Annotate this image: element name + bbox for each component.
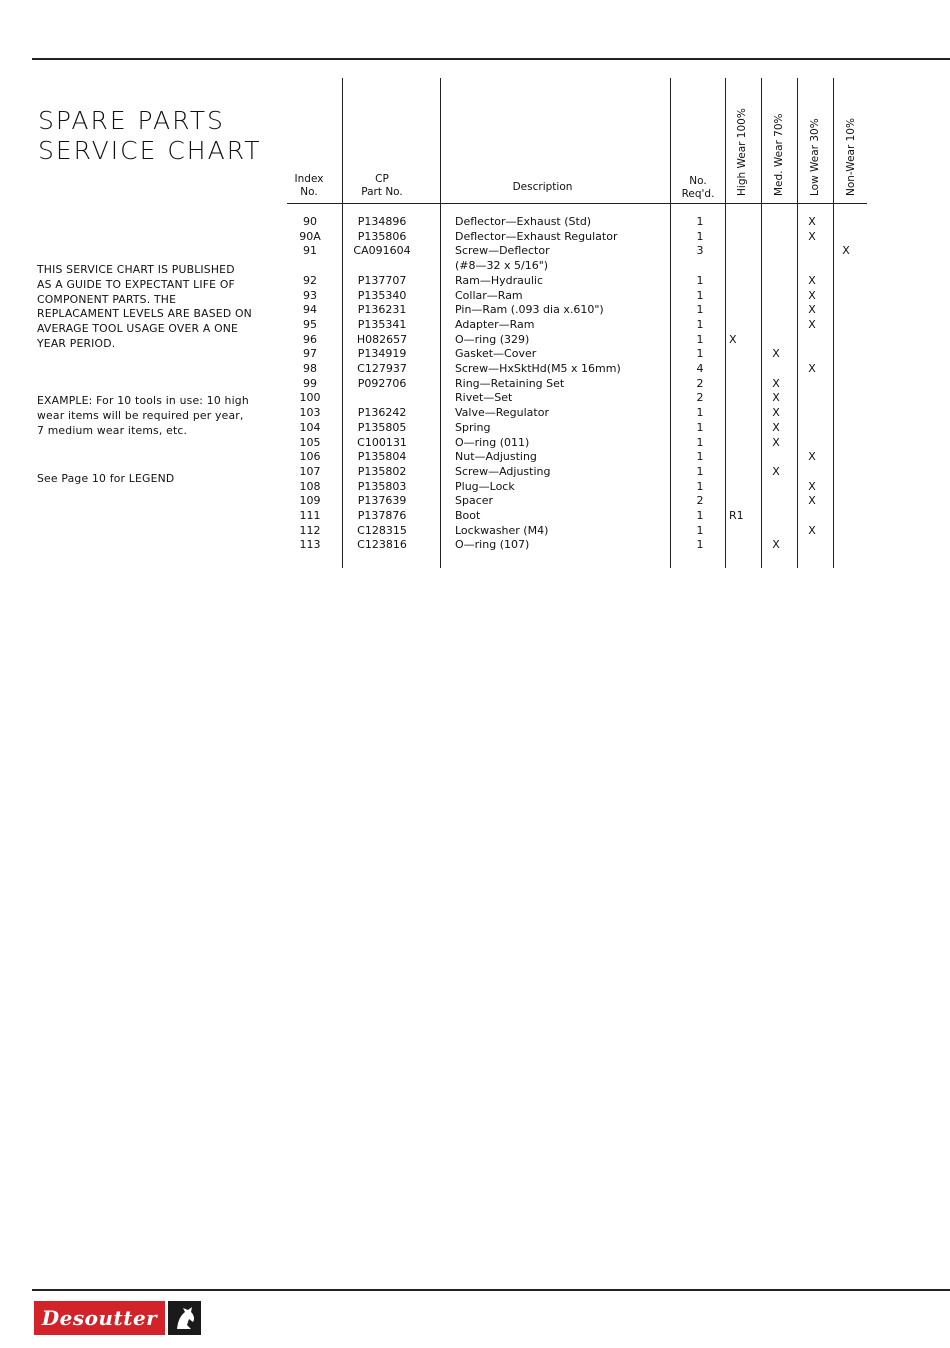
cell-qty: 1 (696, 420, 704, 434)
table-divider (833, 78, 834, 568)
header-cp-line1: CP (375, 173, 389, 185)
cell-part: C100131 (357, 435, 407, 449)
cell-index: 104 (299, 420, 321, 434)
cell-med: X (772, 391, 780, 405)
cell-index: 95 (303, 317, 317, 331)
cell-qty: 1 (696, 523, 704, 537)
cell-desc: Nut—Adjusting (455, 450, 537, 464)
cell-desc: O—ring (011) (455, 435, 530, 449)
cell-desc: Spacer (455, 494, 494, 508)
cell-part: P136242 (357, 406, 407, 420)
cell-qty: 1 (696, 229, 704, 243)
cell-index: 112 (299, 523, 321, 537)
cell-index: 107 (299, 464, 321, 478)
cell-part: P137707 (357, 273, 407, 287)
cell-high: R1 (729, 509, 744, 522)
cell-qty: 3 (696, 244, 704, 258)
cell-med: X (772, 435, 780, 449)
cell-index: 98 (303, 362, 317, 375)
cell-part: P134896 (357, 215, 407, 228)
cell-qty: 1 (696, 273, 704, 287)
cell-qty: 1 (696, 509, 704, 522)
cell-index: 111 (299, 509, 321, 522)
cell-low: X (808, 288, 816, 302)
cell-low: X (808, 479, 816, 493)
table-divider (761, 78, 762, 568)
cell-qty: 2 (696, 391, 704, 405)
cell-index: 97 (303, 347, 317, 361)
cell-index: 90 (303, 215, 317, 228)
header-non-wear: Non-Wear 10% (845, 118, 857, 196)
cell-part: P137639 (357, 494, 407, 508)
legend-reference: See Page 10 for LEGEND (37, 472, 175, 485)
cell-qty: 1 (696, 406, 704, 420)
cell-index: 99 (303, 376, 317, 390)
cell-part: C127937 (357, 362, 407, 375)
header-req-line2: Req'd. (681, 188, 715, 200)
header-med-wear: Med. Wear 70% (773, 113, 785, 196)
cell-qty: 1 (696, 303, 704, 317)
cell-qty: 1 (696, 464, 704, 478)
cell-desc: Valve—Regulator (455, 406, 549, 420)
cell-index: 91 (303, 244, 317, 258)
cell-index: 103 (299, 406, 321, 420)
cell-part: P135804 (357, 450, 407, 464)
cell-low: X (808, 362, 816, 375)
header-high-wear: High Wear 100% (736, 108, 748, 196)
cell-index: 105 (299, 435, 321, 449)
cell-desc: Collar—Ram (455, 288, 523, 302)
cell-qty: 1 (696, 435, 704, 449)
bottom-rule (32, 1289, 950, 1291)
cell-index: 94 (303, 303, 317, 317)
cell-low: X (808, 317, 816, 331)
cell-desc: Pin—Ram (.093 dia x.610") (455, 303, 604, 317)
cell-desc: Deflector—Exhaust (Std) (455, 215, 592, 228)
cell-part: P136231 (357, 303, 407, 317)
intro-text: THIS SERVICE CHART IS PUBLISHED AS A GUIDE TO EXPECTANT LIFE OF COMPONENT PARTS. THE REPLACAMENT LEVELS ARE BASED ON AVERAGE TOOL USAGE OVER A ONE YEAR PERIOD. (37, 263, 252, 350)
cell-desc: Screw—Deflector (455, 244, 550, 258)
cell-med: X (772, 376, 780, 390)
header-description: Description (512, 181, 573, 193)
cell-desc: Ram—Hydraulic (455, 273, 544, 287)
table-divider (670, 78, 671, 568)
cell-desc: Spring (455, 420, 491, 434)
cell-low: X (808, 523, 816, 537)
cell-non: X (842, 244, 850, 258)
cell-part: P135341 (357, 317, 407, 331)
cell-med: X (772, 347, 780, 361)
cell-part: P137876 (357, 509, 407, 522)
page-title (38, 106, 262, 166)
table-divider (797, 78, 798, 568)
cell-low: X (808, 303, 816, 317)
header-req-line1: No. (689, 175, 707, 187)
cell-desc: Adapter—Ram (455, 317, 535, 331)
title-line-1: SPARE PARTS (38, 106, 225, 135)
cell-qty: 1 (696, 215, 704, 228)
cell-part: C123816 (357, 538, 407, 552)
cell-part: P135806 (357, 229, 407, 243)
cell-desc: Rivet—Set (455, 391, 513, 405)
cell-qty: 4 (696, 362, 704, 375)
header-low-wear: Low Wear 30% (809, 118, 821, 196)
cell-desc: Plug—Lock (455, 479, 515, 493)
cell-high: X (729, 332, 737, 346)
cell-qty: 1 (696, 317, 704, 331)
cell-part: CA091604 (353, 244, 411, 258)
cell-low: X (808, 229, 816, 243)
cell-desc: Lockwasher (M4) (455, 523, 549, 537)
cell-desc: Ring—Retaining Set (455, 376, 565, 390)
cell-qty: 2 (696, 494, 704, 508)
cell-index: 92 (303, 273, 317, 287)
cell-index: 96 (303, 332, 317, 346)
cell-qty: 1 (696, 479, 704, 493)
cell-index: 100 (299, 391, 321, 405)
cell-desc: Gasket—Cover (455, 347, 537, 361)
desoutter-logo (34, 1301, 165, 1335)
table-divider (342, 78, 343, 568)
cell-med: X (772, 406, 780, 420)
cell-low: X (808, 494, 816, 508)
cell-index: 106 (299, 450, 321, 464)
header-index (286, 173, 332, 199)
cell-desc: Deflector—Exhaust Regulator (455, 229, 618, 243)
cell-med: X (772, 538, 780, 552)
cell-index: 90A (299, 229, 321, 243)
cell-index: 113 (299, 538, 321, 552)
horse-icon-svg (168, 1301, 201, 1335)
cell-low: X (808, 215, 816, 228)
header-index-line1: Index (294, 173, 324, 185)
example-text: EXAMPLE: For 10 tools in use: 10 high wear items will be required per year, 7 medium wear items, etc. (37, 394, 249, 437)
cell-part: P135802 (357, 464, 407, 478)
cell-part: C128315 (357, 523, 407, 537)
cell-qty: 2 (696, 376, 704, 390)
cell-part: P092706 (357, 376, 407, 390)
header-cp-line2: Part No. (361, 186, 403, 198)
cell-index: 109 (299, 494, 321, 508)
cell-qty: 1 (696, 332, 704, 346)
top-rule (32, 58, 950, 60)
cell-part: P135803 (357, 479, 407, 493)
cell-desc: Screw—HxSktHd(M5 x 16mm) (455, 362, 621, 375)
cell-low: X (808, 450, 816, 464)
horse-icon (168, 1301, 201, 1335)
cell-desc: Boot (455, 509, 481, 522)
header-index-line2: No. (300, 186, 318, 198)
cell-index: 108 (299, 479, 321, 493)
cell-med: X (772, 420, 780, 434)
header-underline (287, 203, 867, 204)
cell-qty: 1 (696, 538, 704, 552)
cell-desc: Screw—Adjusting (455, 464, 551, 478)
cell-qty: 1 (696, 347, 704, 361)
cell-index: 93 (303, 288, 317, 302)
table-divider (440, 78, 441, 568)
cell-desc: (#8—32 x 5/16") (455, 259, 549, 273)
cell-part: P134919 (357, 347, 407, 361)
title-line-2: SERVICE CHART (38, 136, 262, 165)
table-divider (725, 78, 726, 568)
cell-low: X (808, 273, 816, 287)
header-required (672, 175, 724, 201)
cell-desc: O—ring (329) (455, 332, 530, 346)
logo-text: Desoutter (41, 1306, 158, 1330)
cell-part: P135805 (357, 420, 407, 434)
cell-part: H082657 (356, 332, 408, 346)
cell-qty: 1 (696, 450, 704, 464)
cell-part: P135340 (357, 288, 407, 302)
cell-qty: 1 (696, 288, 704, 302)
cell-desc: O—ring (107) (455, 538, 530, 552)
header-cp-part (347, 173, 417, 199)
cell-med: X (772, 464, 780, 478)
